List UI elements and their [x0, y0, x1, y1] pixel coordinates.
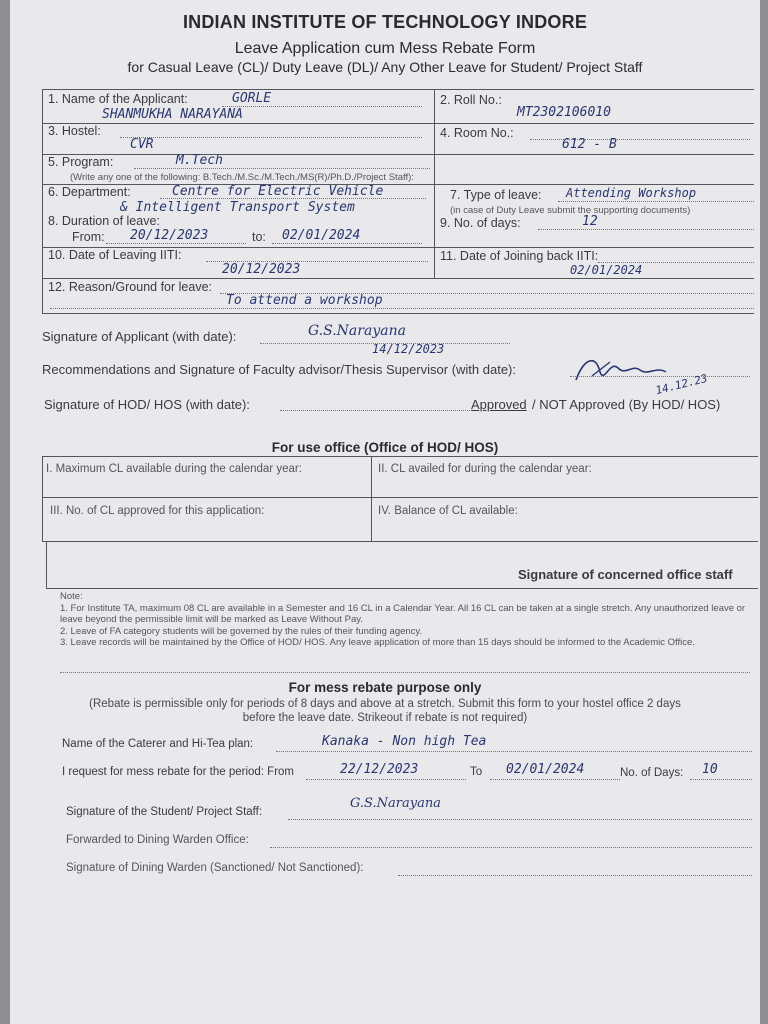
room-label: 4. Room No.:: [440, 126, 514, 140]
applicant-signature-date: 14/12/2023: [372, 342, 445, 356]
note-3: 3. Leave records will be maintained by the Office of HOD/ HOS. Any leave application of more than 15 days should be informed to the Academic Office.: [60, 637, 695, 648]
rebate-period-to-label: To: [470, 766, 483, 778]
form-page: [10, 0, 760, 1024]
caterer-value: Kanaka - Non high Tea: [322, 734, 487, 749]
hostel-value: CVR: [130, 137, 154, 152]
hostel-label: 3. Hostel:: [48, 124, 101, 138]
leave-type-label: 7. Type of leave:: [450, 188, 542, 202]
faculty-signature-label: Recommendations and Signature of Faculty advisor/Thesis Supervisor (with date):: [42, 362, 516, 377]
rebate-subtitle-1: (Rebate is permissible only for periods of 8 days and above at a stretch. Submit this form to your hostel office 2 days: [89, 698, 681, 710]
institute-title: INDIAN INSTITUTE OF TECHNOLOGY INDORE: [182, 12, 588, 32]
rebate-days-value: 10: [702, 762, 718, 777]
office-section-title: For use office (Office of HOD/ HOS): [271, 440, 499, 455]
reason-value: To attend a workshop: [226, 293, 383, 308]
leave-type-hint: (in case of Duty Leave submit the supporting documents): [450, 205, 691, 216]
office-staff-signature: Signature of concerned office staff: [518, 567, 733, 582]
office-cell-cl-balance: IV. Balance of CL available:: [378, 505, 518, 517]
to-value: 02/01/2024: [282, 228, 361, 243]
to-label: to:: [252, 230, 266, 244]
department-value-1: Centre for Electric Vehicle: [172, 184, 384, 199]
rebate-period-to: 02/01/2024: [506, 762, 585, 777]
note-2: 2. Leave of FA category students will be governed by the rules of their funding agency.: [60, 625, 423, 637]
department-label: 6. Department:: [48, 185, 131, 199]
from-value: 20/12/2023: [130, 228, 209, 243]
faculty-signature-date: 14.12.23: [654, 371, 709, 398]
student-signature-label: Signature of the Student/ Project Staff:: [66, 806, 263, 818]
hod-signature-label: Signature of HOD/ HOS (with date):: [44, 397, 250, 412]
from-label: From:: [72, 230, 105, 244]
program-value: M.Tech: [176, 153, 223, 168]
joining-date-value: 02/01/2024: [570, 263, 643, 277]
applicant-signature: G.S.Narayana: [308, 323, 406, 339]
name-label: 1. Name of the Applicant:: [48, 92, 188, 106]
forwarded-label: Forwarded to Dining Warden Office:: [66, 834, 249, 846]
note-1: 1. For Institute TA, maximum 08 CL are available in a Semester and 16 CL in a Calendar Year. All 16 CL can be taken at a single stretch. Any unauthorized leave or leave beyond the permissible limit will be marked as Leave Without Pay.: [60, 602, 746, 625]
program-label: 5. Program:: [48, 155, 114, 169]
office-cell-cl-approved: III. No. of CL approved for this application:: [50, 505, 265, 517]
form-title: Leave Application cum Mess Rebate Form: [234, 40, 536, 57]
student-signature: G.S.Narayana: [350, 796, 441, 811]
name-value-1: GORLE: [232, 91, 272, 106]
rebate-period-label: I request for mess rebate for the period: From: [62, 766, 295, 778]
roll-label: 2. Roll No.:: [440, 93, 502, 107]
not-approved-option: / NOT Approved (By HOD/ HOS): [532, 397, 721, 412]
office-cell-cl-availed: II. CL availed for during the calendar year:: [378, 463, 592, 475]
note-heading: Note:: [60, 591, 83, 602]
applicant-signature-label: Signature of Applicant (with date):: [42, 329, 237, 344]
no-of-days-value: 12: [582, 214, 598, 229]
department-value-2: & Intelligent Transport System: [120, 200, 355, 215]
warden-signature-label: Signature of Dining Warden (Sanctioned/ Not Sanctioned):: [66, 862, 364, 874]
leaving-date-value: 20/12/2023: [222, 262, 301, 277]
caterer-label: Name of the Caterer and Hi-Tea plan:: [62, 738, 254, 750]
roll-value: MT2302106010: [517, 105, 611, 120]
office-cell-max-cl: I. Maximum CL available during the calendar year:: [46, 463, 302, 475]
duration-label: 8. Duration of leave:: [48, 214, 160, 228]
rebate-days-label: No. of Days:: [620, 767, 684, 779]
notes-block: [60, 591, 750, 649]
name-value-2: SHANMUKHA NARAYANA: [102, 107, 243, 122]
approved-option: Approved: [471, 397, 527, 412]
reason-label: 12. Reason/Ground for leave:: [48, 280, 212, 294]
rebate-subtitle-2: before the leave date. Strikeout if rebate is not required): [242, 712, 528, 724]
no-of-days-label: 9. No. of days:: [440, 216, 521, 230]
program-hint: (Write any one of the following: B.Tech./M.Sc./M.Tech./MS(R)/Ph.D./Project Staff):: [70, 172, 414, 183]
leave-type-value: Attending Workshop: [566, 186, 697, 200]
room-value: 612 - B: [562, 137, 617, 152]
form-subtitle: for Casual Leave (CL)/ Duty Leave (DL)/ Any Other Leave for Student/ Project Staff: [127, 59, 643, 75]
joining-date-label: 11. Date of Joining back IITI:: [440, 249, 599, 263]
leaving-date-label: 10. Date of Leaving IITI:: [48, 248, 182, 262]
rebate-period-from: 22/12/2023: [340, 762, 419, 777]
rebate-title: For mess rebate purpose only: [288, 680, 482, 695]
